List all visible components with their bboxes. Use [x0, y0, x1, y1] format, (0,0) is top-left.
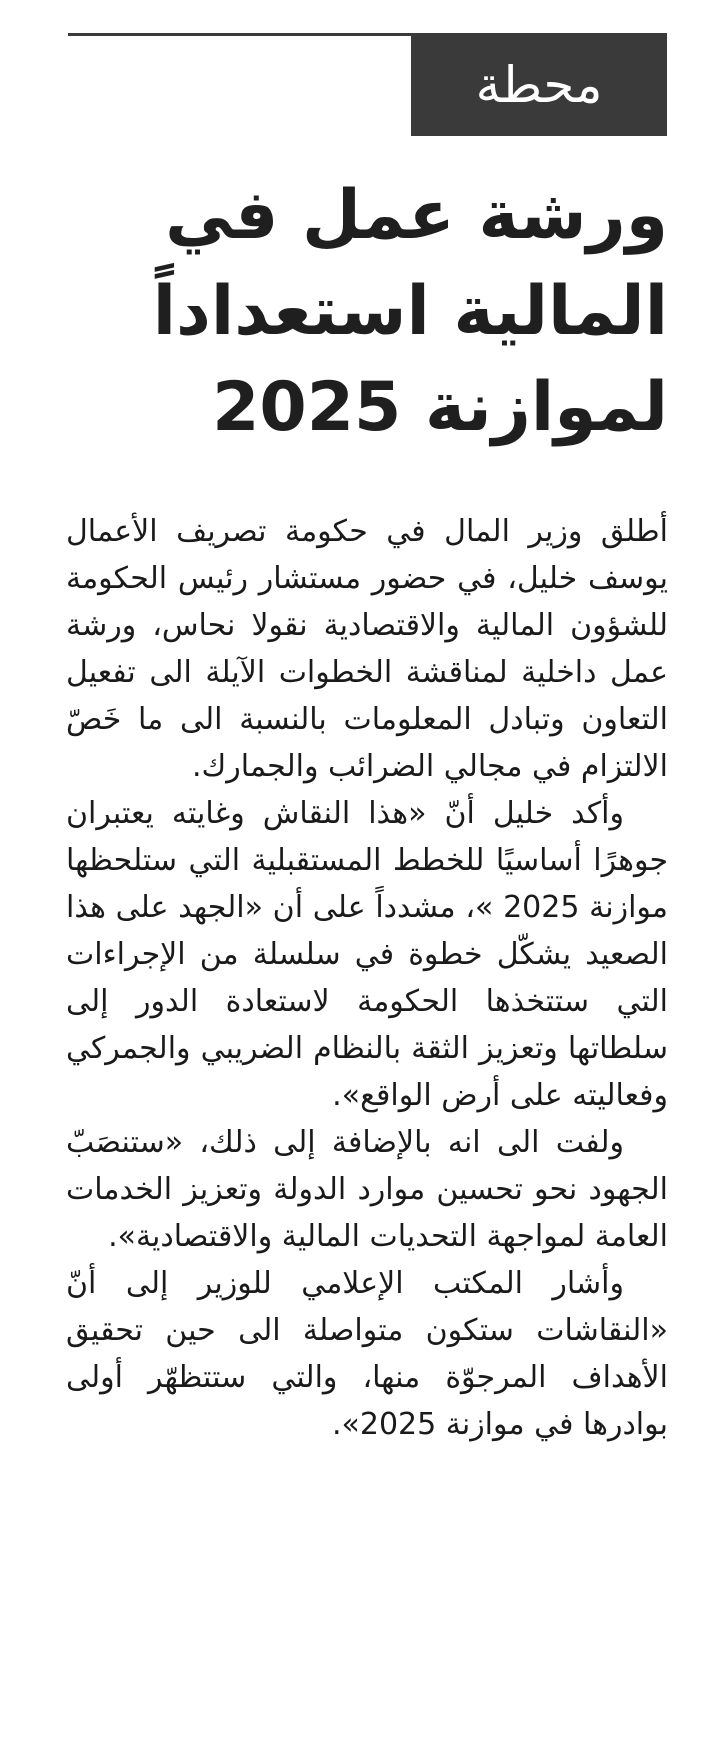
- top-rule: [68, 33, 411, 36]
- section-label: [411, 33, 667, 136]
- article-paragraph: وأكد خليل أنّ «هذا النقاش وغايته يعتبران جوهرًا أساسيًا للخطط المستقبلية التي ستلحظها موازنة 2025 »، مشدداً على أن «الجهد على هذا الصعيد يشكّل خطوة في سلسلة من الإجراءات التي ستتخذها الحكومة لاستعادة الدور إلى سلطاتها وتعزيز الثقة بالنظام الضريبي والجمركي وفعاليته على أرض الواقع».: [66, 796, 668, 1113]
- article-paragraph: وأشار المكتب الإعلامي للوزير إلى أنّ «النقاشات ستكون متواصلة الى حين تحقيق الأهداف المرجوّة منها، والتي ستتظهّر أولى بوادرها في موازنة 2025».: [66, 1266, 668, 1442]
- headline: ورشة عمل في المالية استعداداً لموازنة 2025: [152, 176, 668, 447]
- article-body: [66, 508, 668, 1448]
- article-paragraph: أطلق وزير المال في حكومة تصريف الأعمال يوسف خليل، في حضور مستشار رئيس الحكومة للشؤون المالية والاقتصادية نقولا نحاس، ورشة عمل داخلية لمناقشة الخطوات الآيلة الى تفعيل التعاون وتبادل المعلومات بالنسبة الى ما خَصّ الالتزام في مجالي الضرائب والجمارك.: [66, 514, 668, 784]
- section-label-text: محطة: [475, 55, 603, 114]
- article-paragraph: ولفت الى انه بالإضافة إلى ذلك، «ستنصَبّ الجهود نحو تحسين موارد الدولة وتعزيز الخدمات العامة لمواجهة التحديات المالية والاقتصادية».: [66, 1125, 668, 1254]
